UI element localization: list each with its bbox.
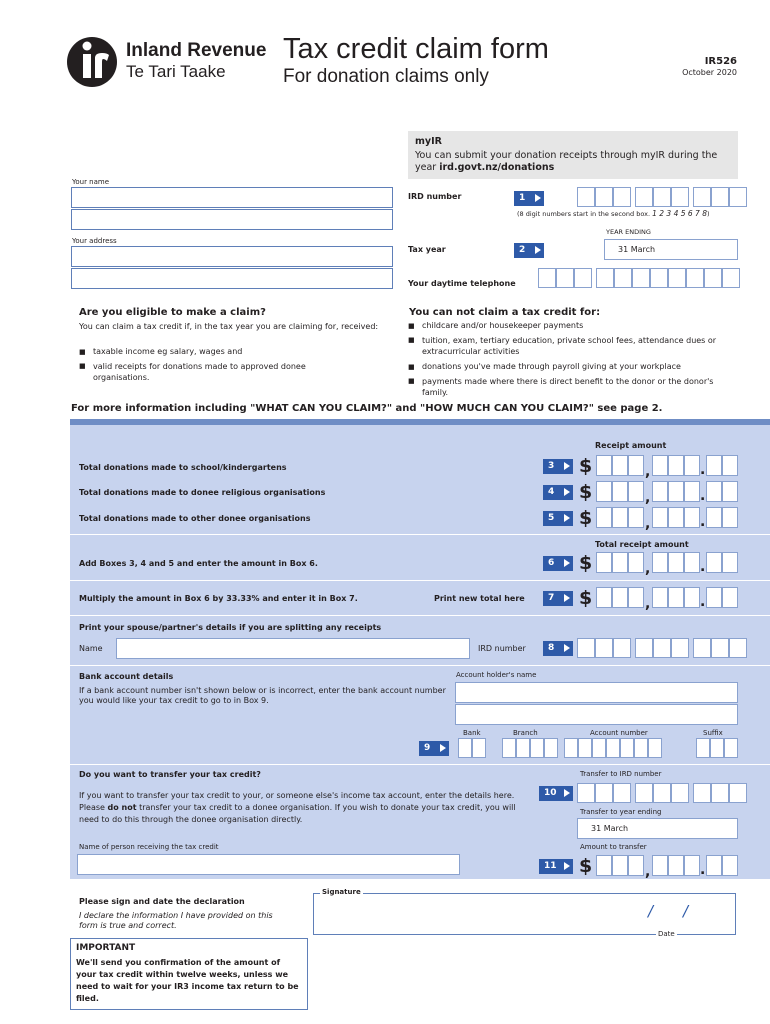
phone-digit-8[interactable]: [668, 268, 686, 288]
transfer-ird-digit-7[interactable]: [693, 783, 711, 803]
transfer-text: [79, 790, 519, 826]
transfer-ird-digit-8[interactable]: [711, 783, 729, 803]
box-4-amount-digit-4[interactable]: [652, 481, 668, 502]
box-5-amount-digit-6[interactable]: [684, 507, 700, 528]
box-11-amount-comma: ,: [645, 864, 651, 880]
box-5-amount-digit-3[interactable]: [628, 507, 644, 528]
transfer-ird-digit-9[interactable]: [729, 783, 747, 803]
spouse-name-input[interactable]: [116, 638, 470, 659]
page-title: Tax credit claim form: [283, 33, 549, 65]
myir-heading: myIR: [415, 136, 442, 147]
transfer-year-value: 31 March: [591, 824, 629, 833]
spouse-ird-digit-6[interactable]: [671, 638, 689, 658]
box-11-amount-decimal: .: [700, 862, 706, 878]
phone-digit-7[interactable]: [650, 268, 668, 288]
spouse-ird-digit-7[interactable]: [693, 638, 711, 658]
eligible-intro: You can claim a tax credit if, in the tax year you are claiming for, received:: [79, 322, 379, 331]
box-4-dollar: $: [579, 481, 593, 503]
box-5-amount-digit-8[interactable]: [722, 507, 738, 528]
box-4-amount-digit-5[interactable]: [668, 481, 684, 502]
ird-digit-4[interactable]: [635, 187, 653, 207]
box-3-tag: 3: [543, 459, 573, 474]
spouse-name-label: Name: [79, 644, 103, 653]
transfer-ird-digit-4[interactable]: [635, 783, 653, 803]
bank-digit-2[interactable]: [472, 738, 486, 758]
org-name: Inland Revenue: [126, 40, 267, 61]
box-3-amount-digit-5[interactable]: [668, 455, 684, 476]
declaration-heading: Please sign and date the declaration: [79, 897, 245, 906]
box-4-amount-comma: ,: [645, 490, 651, 506]
address-input-line-2[interactable]: [71, 268, 393, 289]
box-11-amount-digit-8[interactable]: [722, 855, 738, 876]
box-4-amount-digit-7[interactable]: [706, 481, 722, 502]
box-5-amount-digit-4[interactable]: [652, 507, 668, 528]
spouse-ird-digit-8[interactable]: [711, 638, 729, 658]
ird-hint-suffix: ): [706, 210, 710, 218]
phone-digit-10[interactable]: [704, 268, 722, 288]
phone-digit-4[interactable]: [596, 268, 614, 288]
tax-year-label: Tax year: [408, 245, 446, 254]
box-4-amount-digit-6[interactable]: [684, 481, 700, 502]
suffix-digit-2[interactable]: [710, 738, 724, 758]
box-5-amount-digit-1[interactable]: [596, 507, 612, 528]
ird-number-label: IRD number: [408, 192, 462, 201]
name-label: Your name: [72, 178, 110, 186]
account-digit-3[interactable]: [592, 738, 606, 758]
phone-digit-11[interactable]: [722, 268, 740, 288]
box-11-tag: 11: [539, 859, 573, 874]
spouse-ird-digit-3[interactable]: [613, 638, 631, 658]
ird-hint: [517, 209, 710, 219]
cannot-item-1: ■ childcare and/or housekeeper payments: [422, 321, 742, 331]
transfer-text-part-2: transfer your tax credit to a donee organisation. If you wish to donate your tax credit, you will need to do this through the donee organisation directly.: [79, 803, 516, 824]
name-input-line-1[interactable]: [71, 187, 393, 208]
box-4-amount-decimal: .: [700, 488, 706, 504]
ird-digit-2[interactable]: [595, 187, 613, 207]
transfer-year-field[interactable]: [577, 818, 738, 839]
account-holder-input-1[interactable]: [455, 682, 738, 703]
box-9-tag: 9: [419, 741, 449, 756]
box-7-amount-digit-5[interactable]: [668, 587, 684, 608]
ird-hint-prefix: (8 digit numbers start in the second box.: [517, 210, 651, 218]
donation-row-3-label: Total donations made to other donee organisations: [79, 514, 311, 523]
box-11-amount-digit-4[interactable]: [652, 855, 668, 876]
account-holder-label: Account holder's name: [456, 671, 537, 679]
box-5-amount-digit-2[interactable]: [612, 507, 628, 528]
bank-label: Bank: [463, 729, 481, 737]
multiply-label: Multiply the amount in Box 6 by 33.33% and enter it in Box 7.: [79, 594, 358, 603]
branch-digit-2[interactable]: [516, 738, 530, 758]
divider-4: [70, 665, 770, 666]
page-subtitle: For donation claims only: [283, 66, 489, 87]
add-boxes-label: Add Boxes 3, 4 and 5 and enter the amount in Box 6.: [79, 559, 318, 568]
ird-digit-9[interactable]: [729, 187, 747, 207]
cannot-heading: You can not claim a tax credit for:: [409, 307, 601, 318]
account-holder-input-2[interactable]: [455, 704, 738, 725]
box-6-amount-comma: ,: [645, 561, 651, 577]
box-6-amount-digit-6[interactable]: [684, 552, 700, 573]
branch-digit-4[interactable]: [544, 738, 558, 758]
transfer-ird-label: Transfer to IRD number: [580, 770, 662, 778]
tax-year-value: 31 March: [618, 245, 656, 254]
box-3-amount-digit-3[interactable]: [628, 455, 644, 476]
box-7-amount-digit-3[interactable]: [628, 587, 644, 608]
box-10-tag: 10: [539, 786, 573, 801]
date-label: Date: [658, 930, 675, 938]
address-input-line-1[interactable]: [71, 246, 393, 267]
box-7-amount-digit-7[interactable]: [706, 587, 722, 608]
declaration-text: I declare the information I have provided on this form is true and correct.: [79, 911, 273, 930]
box-11-amount-digit-5[interactable]: [668, 855, 684, 876]
box-4-amount-digit-1[interactable]: [596, 481, 612, 502]
ird-digit-3[interactable]: [613, 187, 631, 207]
cannot-item-4: ■ payments made where there is direct benefit to the donor or the donor's family.: [422, 376, 732, 398]
box-6-tag: 6: [543, 556, 573, 571]
box-6-amount-digit-2[interactable]: [612, 552, 628, 573]
box-7-amount-decimal: .: [700, 594, 706, 610]
account-digit-5[interactable]: [620, 738, 634, 758]
panel-top-rule: [70, 419, 770, 425]
phone-digit-6[interactable]: [632, 268, 650, 288]
box-4-amount-digit-2[interactable]: [612, 481, 628, 502]
transfer-person-label: Name of person receiving the tax credit: [79, 843, 219, 851]
box-7-amount-comma: ,: [645, 596, 651, 612]
box-3-amount-digit-6[interactable]: [684, 455, 700, 476]
important-heading: IMPORTANT: [76, 943, 136, 953]
spouse-ird-digit-4[interactable]: [635, 638, 653, 658]
box-5-tag: 5: [543, 511, 573, 526]
ird-digit-5[interactable]: [653, 187, 671, 207]
branch-label: Branch: [513, 729, 538, 737]
receipt-amount-label: Receipt amount: [595, 441, 667, 450]
bank-text: If a bank account number isn't shown below or is incorrect, enter the bank account number you would like your tax credit to go to in Box 9.: [79, 686, 446, 705]
box-11-amount-digit-3[interactable]: [628, 855, 644, 876]
suffix-digit-3[interactable]: [724, 738, 738, 758]
box-6-amount-digit-1[interactable]: [596, 552, 612, 573]
eligible-item-1: ■ taxable income eg salary, wages and: [93, 347, 383, 357]
branch-digit-1[interactable]: [502, 738, 516, 758]
phone-label: Your daytime telephone: [408, 279, 516, 288]
box-6-amount-digit-8[interactable]: [722, 552, 738, 573]
bank-digit-1[interactable]: [458, 738, 472, 758]
box-7-amount-digit-8[interactable]: [722, 587, 738, 608]
box-5-dollar: $: [579, 507, 593, 529]
signature-box[interactable]: [313, 893, 736, 935]
transfer-heading: Do you want to transfer your tax credit?: [79, 770, 261, 779]
box-5-amount-comma: ,: [645, 516, 651, 532]
print-total-label: Print new total here: [434, 594, 525, 603]
box-5-amount-digit-5[interactable]: [668, 507, 684, 528]
cannot-item-2: ■ tuition, exam, tertiary education, private school fees, attendance dues or extracurricular activities: [422, 335, 742, 357]
myir-link[interactable]: ird.govt.nz/donations: [439, 162, 555, 173]
branch-digit-3[interactable]: [530, 738, 544, 758]
box-4-amount-digit-3[interactable]: [628, 481, 644, 502]
phone-digit-2[interactable]: [556, 268, 574, 288]
transfer-ird-digit-5[interactable]: [653, 783, 671, 803]
transfer-year-label: Transfer to year ending: [580, 808, 662, 816]
donation-row-1-label: Total donations made to school/kindergartens: [79, 463, 287, 472]
divider-2: [70, 580, 770, 581]
divider-1: [70, 534, 770, 535]
account-digit-4[interactable]: [606, 738, 620, 758]
phone-digit-1[interactable]: [538, 268, 556, 288]
ird-logo-icon: [66, 36, 118, 88]
signature-label: Signature: [322, 888, 361, 896]
total-receipt-label: Total receipt amount: [595, 540, 689, 549]
eligible-heading: Are you eligible to make a claim?: [79, 307, 266, 318]
name-input-line-2[interactable]: [71, 209, 393, 230]
box-11-amount-digit-6[interactable]: [684, 855, 700, 876]
phone-digit-9[interactable]: [686, 268, 704, 288]
myir-description: You can submit your donation receipts through myIR during the year: [415, 150, 718, 173]
form-code: IR526: [704, 56, 737, 67]
box-4-tag: 4: [543, 485, 573, 500]
box-5-amount-digit-7[interactable]: [706, 507, 722, 528]
more-info-text: For more information including "WHAT CAN YOU CLAIM?" and "HOW MUCH CAN YOU CLAIM?" see page 2.: [71, 403, 663, 414]
box-3-amount-comma: ,: [645, 464, 651, 480]
suffix-digit-1[interactable]: [696, 738, 710, 758]
spouse-heading: Print your spouse/partner's details if you are splitting any receipts: [79, 623, 382, 632]
date-separator-1: /: [648, 902, 654, 920]
box-3-amount-digit-4[interactable]: [652, 455, 668, 476]
org-maori-name: Te Tari Taake: [126, 62, 226, 81]
box-7-amount-digit-4[interactable]: [652, 587, 668, 608]
box-6-amount-decimal: .: [700, 559, 706, 575]
box-7-amount-digit-2[interactable]: [612, 587, 628, 608]
box-3-amount-digit-8[interactable]: [722, 455, 738, 476]
account-digit-7[interactable]: [648, 738, 662, 758]
divider-5: [70, 764, 770, 765]
box-11-amount-digit-2[interactable]: [612, 855, 628, 876]
box-3-amount-digit-1[interactable]: [596, 455, 612, 476]
box-11-dollar: $: [579, 855, 593, 877]
ird-digit-8[interactable]: [711, 187, 729, 207]
box-7-tag: 7: [543, 591, 573, 606]
transfer-ird-digit-2[interactable]: [595, 783, 613, 803]
phone-digit-5[interactable]: [614, 268, 632, 288]
account-digit-2[interactable]: [578, 738, 592, 758]
spouse-ird-digit-9[interactable]: [729, 638, 747, 658]
important-text: We'll send you confirmation of the amount of your tax credit within twelve weeks, unless we need to wait for your IR3 income tax return to be filed.: [76, 958, 299, 1003]
box-11-amount-digit-7[interactable]: [706, 855, 722, 876]
donation-row-2-label: Total donations made to donee religious organisations: [79, 488, 326, 497]
eligible-item-2: ■ valid receipts for donations made to approved donee organisations.: [93, 361, 363, 383]
box-6-amount-digit-7[interactable]: [706, 552, 722, 573]
transfer-ird-digit-1[interactable]: [577, 783, 595, 803]
phone-digit-3[interactable]: [574, 268, 592, 288]
address-label: Your address: [72, 237, 117, 245]
box-6-amount-digit-3[interactable]: [628, 552, 644, 573]
ird-digit-6[interactable]: [671, 187, 689, 207]
spouse-ird-digit-1[interactable]: [577, 638, 595, 658]
suffix-label: Suffix: [703, 729, 723, 737]
box-6-amount-digit-4[interactable]: [652, 552, 668, 573]
box-7-amount-digit-6[interactable]: [684, 587, 700, 608]
date-separator-2: /: [683, 902, 689, 920]
ird-hint-digits: 1 2 3 4 5 6 7 8: [652, 209, 707, 218]
box-7-dollar: $: [579, 587, 593, 609]
account-digit-1[interactable]: [564, 738, 578, 758]
box-11-amount-digit-1[interactable]: [596, 855, 612, 876]
transfer-ird-digit-6[interactable]: [671, 783, 689, 803]
box-3-amount-digit-2[interactable]: [612, 455, 628, 476]
cannot-item-3: ■ donations you've made through payroll giving at your workplace: [422, 362, 742, 372]
transfer-person-input[interactable]: [77, 854, 460, 875]
box-1-tag: 1: [514, 191, 544, 206]
box-3-amount-digit-7[interactable]: [706, 455, 722, 476]
ird-logo: [66, 36, 118, 88]
tax-year-field[interactable]: [604, 239, 738, 260]
account-number-label: Account number: [590, 729, 648, 737]
transfer-text-bold: do not: [107, 803, 137, 812]
box-5-amount-decimal: .: [700, 514, 706, 530]
box-6-amount-digit-5[interactable]: [668, 552, 684, 573]
spouse-ird-digit-2[interactable]: [595, 638, 613, 658]
ird-digit-1[interactable]: [577, 187, 595, 207]
box-7-amount-digit-1[interactable]: [596, 587, 612, 608]
box-6-dollar: $: [579, 552, 593, 574]
spouse-ird-digit-5[interactable]: [653, 638, 671, 658]
box-8-tag: 8: [543, 641, 573, 656]
box-2-tag: 2: [514, 243, 544, 258]
year-ending-label: YEAR ENDING: [606, 228, 651, 236]
box-3-dollar: $: [579, 455, 593, 477]
box-4-amount-digit-8[interactable]: [722, 481, 738, 502]
ird-digit-7[interactable]: [693, 187, 711, 207]
bank-heading: Bank account details: [79, 672, 174, 681]
divider-3: [70, 615, 770, 616]
transfer-ird-digit-3[interactable]: [613, 783, 631, 803]
transfer-text-part-1: If you want to transfer your tax credit to your, or someone else's income tax account, enter the details here. Please: [79, 791, 515, 812]
form-date: October 2020: [682, 68, 737, 77]
transfer-amount-label: Amount to transfer: [580, 843, 647, 851]
spouse-ird-label: IRD number: [478, 644, 526, 653]
myir-text: [415, 150, 735, 174]
account-digit-6[interactable]: [634, 738, 648, 758]
box-3-amount-decimal: .: [700, 462, 706, 478]
